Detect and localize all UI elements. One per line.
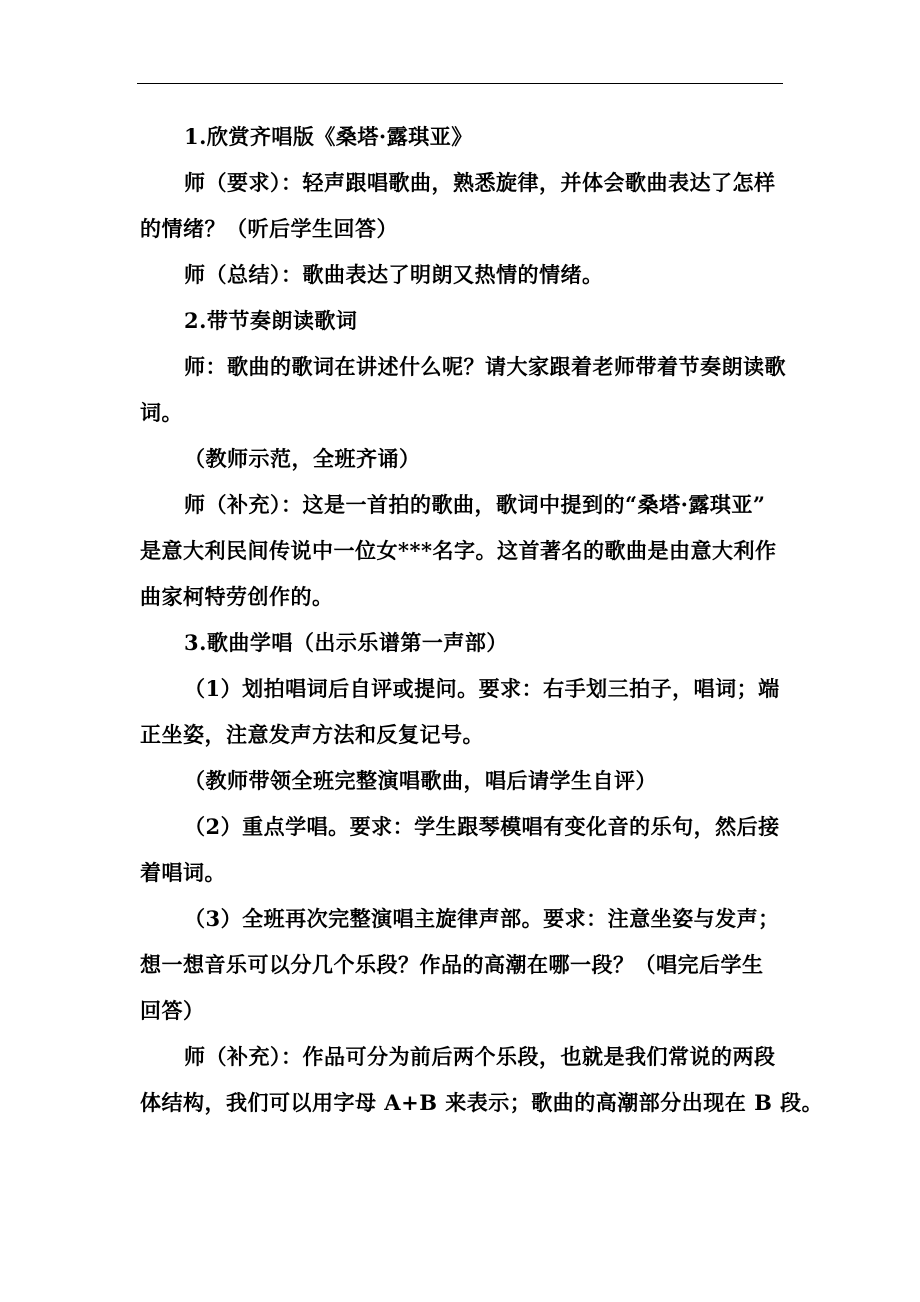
text-line-9: 师（补充）：这是一首拍的歌曲，歌词中提到的“桑塔·露琪亚” — [184, 492, 766, 517]
header-rule — [137, 83, 783, 84]
text-line-21: 师（补充）：作品可分为前后两个乐段，也就是我们常说的两段 — [184, 1044, 776, 1069]
text-line-13: （1）划拍唱词后自评或提问。要求：右手划三拍子，唱词；端 — [184, 676, 780, 701]
document-body — [140, 114, 824, 1126]
text-line-5: 2.带节奏朗读歌词 — [184, 308, 358, 333]
text-line-1: 1.欣赏齐唱版《桑塔·露琪亚》 — [184, 124, 473, 149]
text-line-22: 体结构，我们可以用字母 A+B 来表示；歌曲的高潮部分出现在 B 段。 — [140, 1090, 824, 1115]
text-line-6: 师：歌曲的歌词在讲述什么呢？请大家跟着老师带着节奏朗读歌 — [184, 354, 786, 379]
text-line-10: 是意大利民间传说中一位女***名字。这首著名的歌曲是由意大利作 — [140, 538, 777, 563]
text-line-11: 曲家柯特劳创作的。 — [140, 584, 334, 609]
text-line-19: 想一想音乐可以分几个乐段？作品的高潮在哪一段？（唱完后学生 — [140, 952, 764, 977]
text-line-7: 词。 — [140, 400, 183, 425]
text-line-20: 回答） — [140, 998, 205, 1023]
text-line-8: （教师示范，全班齐诵） — [184, 446, 421, 471]
text-line-12: 3.歌曲学唱（出示乐谱第一声部） — [184, 630, 508, 655]
text-line-18: （3）全班再次完整演唱主旋律声部。要求：注意坐姿与发声； — [184, 906, 780, 931]
text-line-2: 师（要求）：轻声跟唱歌曲，熟悉旋律，并体会歌曲表达了怎样 — [184, 170, 776, 195]
text-line-17: 着唱词。 — [140, 860, 226, 885]
text-line-4: 师（总结）：歌曲表达了明朗又热情的情绪。 — [184, 262, 604, 287]
text-line-15: （教师带领全班完整演唱歌曲，唱后请学生自评） — [184, 768, 657, 793]
text-line-3: 的情绪？（听后学生回答） — [140, 216, 398, 241]
text-line-16: （2）重点学唱。要求：学生跟琴模唱有变化音的乐句，然后接 — [184, 814, 780, 839]
text-line-14: 正坐姿，注意发声方法和反复记号。 — [140, 722, 484, 747]
